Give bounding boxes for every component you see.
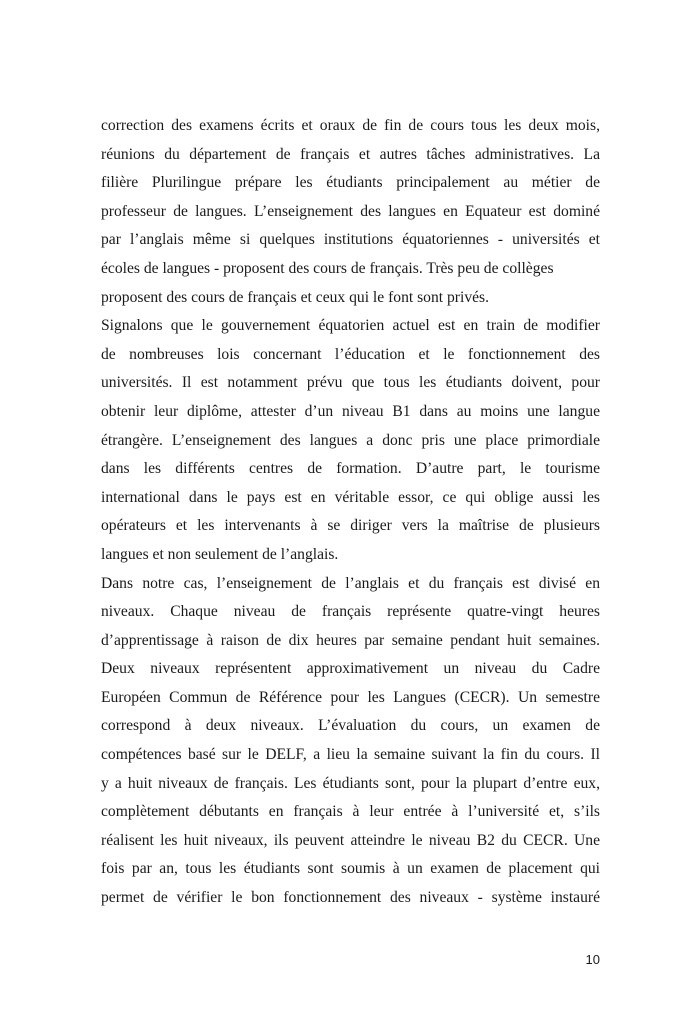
- text-line: réalisent les huit niveaux, ils peuvent atteindre le niveau B2 du CECR. Une: [101, 831, 600, 849]
- text-line: obtenir leur diplôme, attester d’un niveau B1 dans au moins une langue: [101, 402, 600, 420]
- text-line: permet de vérifier le bon fonctionnement des niveaux - système instauré: [101, 889, 600, 907]
- text-line: complètement débutants en français à leur entrée à l’université et, s’ils: [101, 803, 600, 821]
- text-line: langues et non seulement de l’anglais.: [101, 545, 339, 563]
- text-line: écoles de langues - proposent des cours de français. Très peu de collèges: [101, 259, 554, 277]
- text-line: international dans le pays est en véritable essor, ce qui oblige aussi les: [101, 488, 600, 506]
- text-line: réunions du département de français et autres tâches administratives. La: [101, 145, 600, 163]
- text-line: professeur de langues. L’enseignement des langues en Equateur est dominé: [101, 202, 600, 220]
- text-line: universités. Il est notamment prévu que tous les étudiants doivent, pour: [101, 374, 600, 392]
- text-line: opérateurs et les intervenants à se diriger vers la maîtrise de plusieurs: [101, 517, 600, 535]
- text-line: Européen Commun de Référence pour les Langues (CECR). Un semestre: [101, 688, 600, 706]
- text-line: compétences basé sur le DELF, a lieu la semaine suivant la fin du cours. Il: [101, 746, 600, 764]
- text-line: de nombreuses lois concernant l’éducation et le fonctionnement des: [101, 345, 600, 363]
- text-line: Signalons que le gouvernement équatorien actuel est en train de modifier: [101, 317, 600, 335]
- text-line: filière Plurilingue prépare les étudiants principalement au métier de: [101, 174, 600, 192]
- page-number: 10: [585, 952, 600, 967]
- text-line: proposent des cours de français et ceux qui le font sont privés.: [101, 288, 490, 306]
- text-line: Dans notre cas, l’enseignement de l’anglais et du français est divisé en: [101, 574, 600, 592]
- text-line: fois par an, tous les étudiants sont soumis à un examen de placement qui: [101, 860, 600, 878]
- text-line: Deux niveaux représentent approximativement un niveau du Cadre: [101, 660, 600, 678]
- body-text: [101, 112, 600, 913]
- text-line: correction des examens écrits et oraux de fin de cours tous les deux mois,: [101, 117, 600, 134]
- text-line: y a huit niveaux de français. Les étudiants sont, pour la plupart d’entre eux,: [101, 774, 600, 792]
- text-line: correspond à deux niveaux. L’évaluation du cours, un examen de: [101, 717, 600, 735]
- text-line: par l’anglais même si quelques institutions équatoriennes - universités et: [101, 231, 600, 249]
- text-line: étrangère. L’enseignement des langues a donc pris une place primordiale: [101, 431, 600, 449]
- text-line: d’apprentissage à raison de dix heures par semaine pendant huit semaines.: [101, 631, 600, 649]
- text-line: dans les différents centres de formation. D’autre part, le tourisme: [101, 460, 600, 478]
- text-line: niveaux. Chaque niveau de français représente quatre-vingt heures: [101, 603, 600, 621]
